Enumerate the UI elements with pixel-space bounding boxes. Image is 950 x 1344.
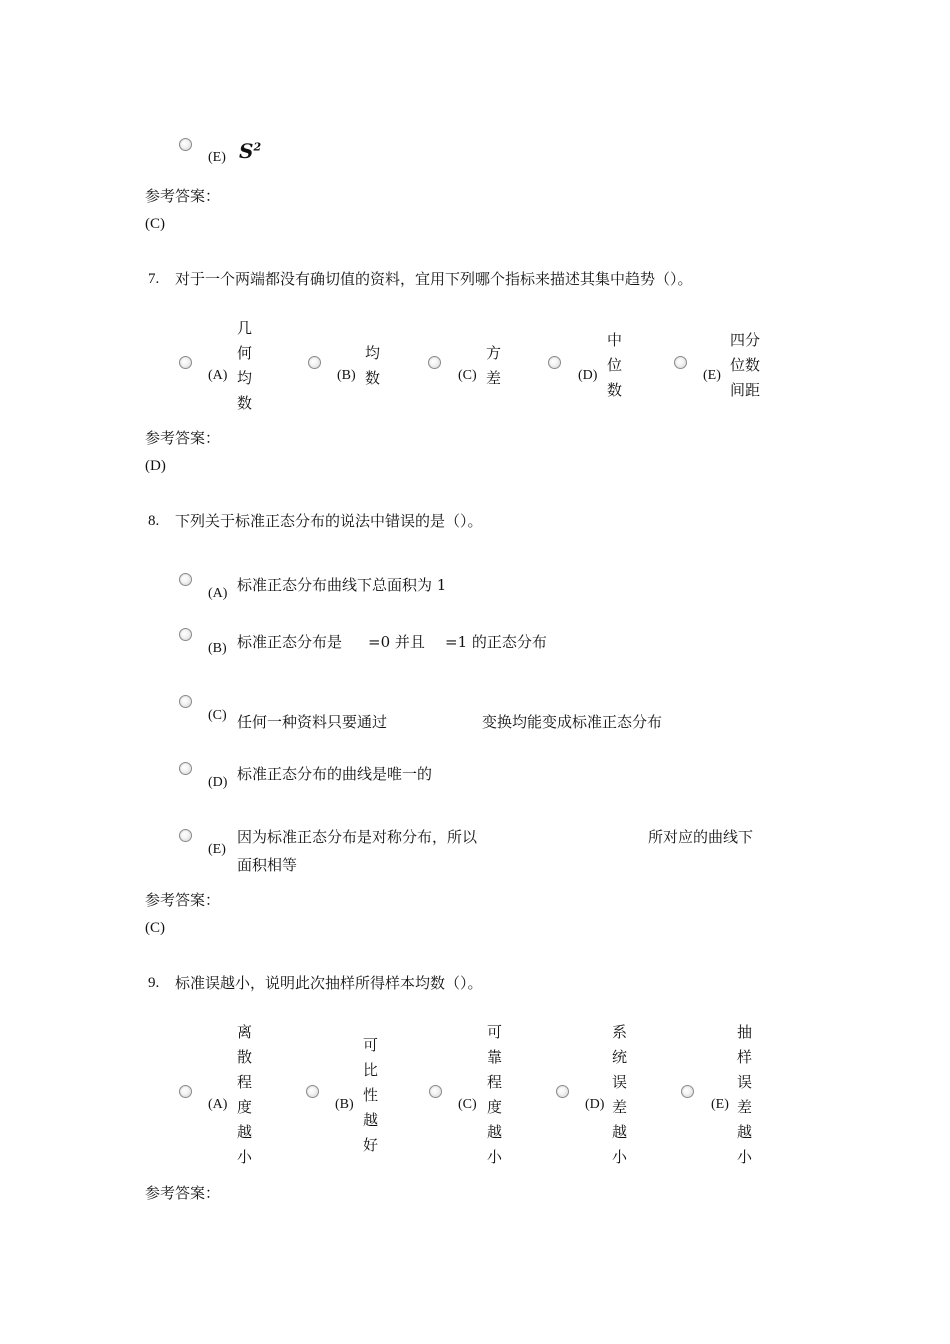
q8-option-a-text: 标准正态分布曲线下总面积为 1 — [237, 576, 447, 594]
q7-option-a-radio[interactable] — [179, 356, 192, 369]
q9-option-b-text: 可 比 性 越 好 — [363, 1036, 379, 1154]
q9-option-a-letter: (A) — [208, 1097, 228, 1112]
q8-stem: 下列关于标准正态分布的说法中错误的是（）。 — [175, 512, 483, 530]
q8-answer: (C) — [145, 920, 165, 936]
q7-answer: (D) — [145, 458, 166, 474]
q8-option-e-text-3: 面积相等 — [237, 856, 298, 874]
q9-option-c-letter: (C) — [458, 1097, 477, 1112]
q7-option-e-letter: (E) — [703, 368, 721, 383]
q7-option-c-text: 方 差 — [486, 344, 502, 387]
q9-option-b-radio[interactable] — [306, 1085, 319, 1098]
q7-option-b-radio[interactable] — [308, 356, 321, 369]
q9-option-e-letter: (E) — [711, 1097, 729, 1112]
q9-option-b-letter: (B) — [335, 1097, 354, 1112]
q8-option-b-radio[interactable] — [179, 628, 192, 641]
q7-option-a-letter: (A) — [208, 368, 228, 383]
q7-option-d-letter: (D) — [578, 368, 598, 383]
q7-stem: 对于一个两端都没有确切值的资料，宜用下列哪个指标来描述其集中趋势（）。 — [175, 270, 693, 288]
q9-option-d-text: 系 统 误 差 越 小 — [612, 1023, 628, 1166]
q7-option-c-radio[interactable] — [428, 356, 441, 369]
q6-option-e-formula: $S^2$ — [239, 139, 262, 163]
q9-option-a-radio[interactable] — [179, 1085, 192, 1098]
q6-option-e-radio[interactable] — [179, 138, 192, 151]
q8-option-c-radio[interactable] — [179, 695, 192, 708]
q7-option-c-letter: (C) — [458, 368, 477, 383]
q8-option-b-text-1: 标准正态分布是 — [237, 633, 343, 651]
q9-option-e-text: 抽 样 误 差 越 小 — [737, 1023, 753, 1166]
q8-option-b-text-3: =1 的正态分布 — [445, 633, 547, 651]
q6-answer-label: 参考答案： — [145, 187, 221, 205]
q9-option-d-letter: (D) — [585, 1097, 605, 1112]
q7-option-d-radio[interactable] — [548, 356, 561, 369]
q7-answer-label: 参考答案： — [145, 429, 221, 447]
q8-number: 8. — [148, 513, 160, 529]
q9-answer-label: 参考答案： — [145, 1184, 221, 1202]
q9-option-a-text: 离 散 程 度 越 小 — [237, 1023, 253, 1166]
q7-option-e-text: 四分 位数 间距 — [730, 331, 761, 399]
q7-option-d-text: 中 位 数 — [607, 331, 623, 399]
q9-option-c-text: 可 靠 程 度 越 小 — [487, 1023, 503, 1166]
q8-option-e-radio[interactable] — [179, 829, 192, 842]
q8-option-c-text-2: 变换均能变成标准正态分布 — [482, 713, 663, 731]
q7-option-b-text: 均 数 — [365, 344, 381, 387]
q8-option-d-radio[interactable] — [179, 762, 192, 775]
q7-option-b-letter: (B) — [337, 368, 356, 383]
q8-option-e-text-1: 因为标准正态分布是对称分布，所以 — [237, 828, 478, 846]
q8-option-b-text-2: =0 并且 — [368, 633, 425, 651]
q8-option-a-radio[interactable] — [179, 573, 192, 586]
q7-option-e-radio[interactable] — [674, 356, 687, 369]
q8-option-b-letter: (B) — [208, 641, 227, 656]
q9-option-e-radio[interactable] — [681, 1085, 694, 1098]
q8-option-c-text-1: 任何一种资料只要通过 — [237, 713, 388, 731]
q8-option-e-text-2: 所对应的曲线下 — [648, 828, 754, 846]
q8-option-d-letter: (D) — [208, 775, 228, 790]
q9-stem: 标准误越小，说明此次抽样所得样本均数（）。 — [175, 974, 483, 992]
q9-option-c-radio[interactable] — [429, 1085, 442, 1098]
q7-number: 7. — [148, 271, 160, 287]
q9-option-d-radio[interactable] — [556, 1085, 569, 1098]
q8-option-d-text: 标准正态分布的曲线是唯一的 — [237, 765, 433, 783]
q8-option-e-letter: (E) — [208, 842, 226, 857]
q6-option-e-letter: (E) — [208, 150, 226, 165]
q8-option-a-letter: (A) — [208, 586, 228, 601]
q9-number: 9. — [148, 975, 160, 991]
q8-option-c-letter: (C) — [208, 708, 227, 723]
q7-option-a-text: 几 何 均 数 — [237, 319, 253, 412]
q6-answer: (C) — [145, 216, 165, 232]
q8-answer-label: 参考答案： — [145, 891, 221, 909]
